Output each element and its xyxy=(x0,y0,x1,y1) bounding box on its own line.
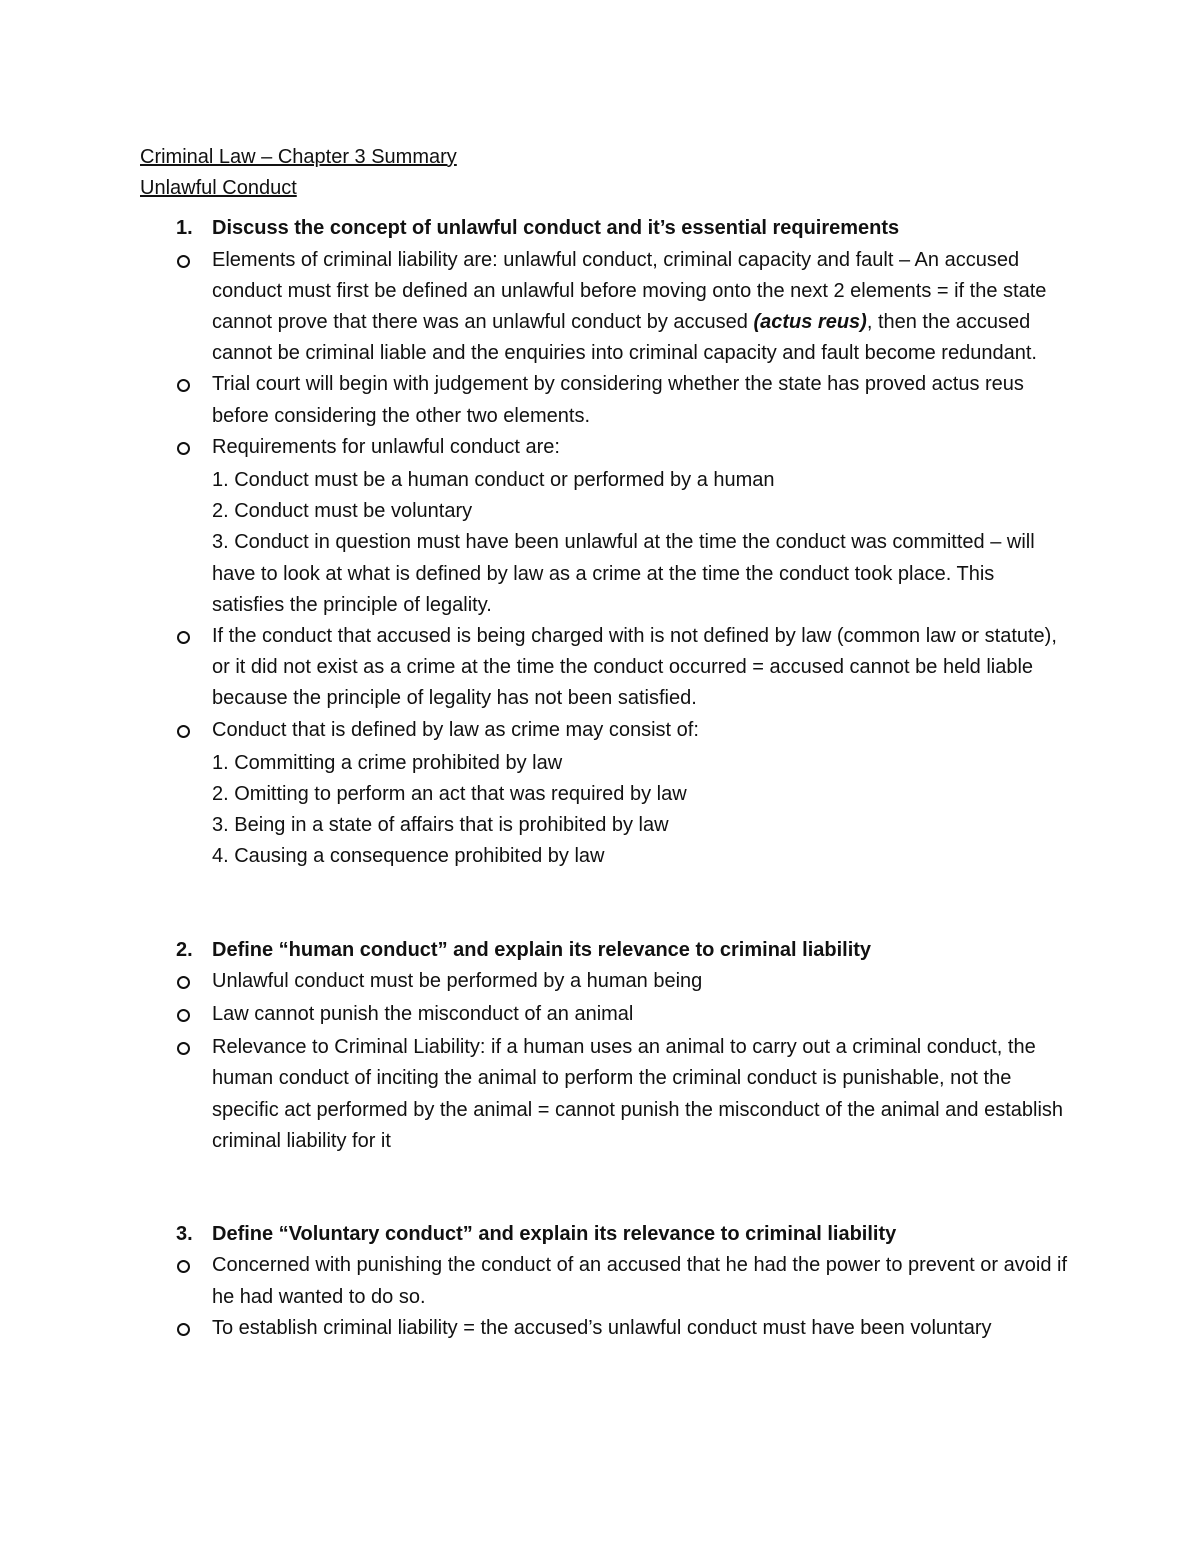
circle-bullet-icon xyxy=(140,999,212,1032)
consist-item: 4. Causing a consequence prohibited by law xyxy=(212,845,605,868)
bullet-text: Trial court will begin with judgement by considering whether the state has proved actus reus before considering the other two elements. xyxy=(212,373,1024,427)
section-heading xyxy=(140,1219,1070,1250)
section-heading xyxy=(140,935,1070,966)
bullet-text: If the conduct that accused is being charged with is not defined by law (common law or statute), or it did not exist as a crime at the time the conduct occurred = accused cannot be held liable because the principle of legality has not been satisfied. xyxy=(212,625,1057,710)
section-number: 3. xyxy=(176,1223,193,1246)
section-heading-text: Discuss the concept of unlawful conduct and it’s essential requirements xyxy=(212,217,900,240)
bullet-text: Law cannot punish the misconduct of an animal xyxy=(212,1003,634,1026)
circle-bullet-icon xyxy=(140,715,212,748)
bullet-text: Relevance to Criminal Liability: if a human uses an animal to carry out a criminal conduct, the human conduct of inciting the animal to perform the criminal conduct is punishable, not the specific act performed by the animal = cannot punish the misconduct of the animal and establish criminal liability for it xyxy=(212,1036,1064,1152)
bullet-text: Requirements for unlawful conduct are: xyxy=(212,435,560,458)
circle-bullet-icon xyxy=(140,1250,212,1312)
consist-item: 2. Omitting to perform an act that was required by law xyxy=(212,783,687,806)
list-item xyxy=(140,432,1070,465)
list-item xyxy=(140,966,1070,999)
list-item xyxy=(140,1032,1070,1157)
list-item xyxy=(140,621,1070,715)
bullet-text: Concerned with punishing the conduct of an accused that he had the power to prevent or avoid if he had wanted to do so. xyxy=(212,1254,1067,1308)
section-heading-text: Define “Voluntary conduct” and explain its relevance to criminal liability xyxy=(212,1223,897,1246)
circle-bullet-icon xyxy=(140,1032,212,1157)
section-number: 2. xyxy=(176,938,193,961)
bullet-text: Conduct that is defined by law as crime may consist of: xyxy=(212,718,699,741)
document-subtitle: Unlawful Conduct xyxy=(140,177,297,200)
circle-bullet-icon xyxy=(140,245,212,370)
section-3 xyxy=(140,1219,1070,1346)
list-item xyxy=(140,999,1070,1032)
section-1 xyxy=(140,213,1070,872)
requirement-item: 3. Conduct in question must have been unlawful at the time the conduct was committed – will have to look at what is defined by law as a crime at the time the conduct took place. This satisfies the principle of legality. xyxy=(212,531,1035,616)
section-heading xyxy=(140,213,1070,244)
requirement-item: 1. Conduct must be a human conduct or performed by a human xyxy=(212,469,775,492)
consist-item: 3. Being in a state of affairs that is prohibited by law xyxy=(212,814,669,837)
bullet-text: , then the accused cannot be criminal liable and the enquiries into criminal capacity and fault become redundant. xyxy=(212,311,1037,365)
sections xyxy=(140,213,1070,1346)
actus-reus-term: (actus reus) xyxy=(753,311,867,334)
circle-bullet-icon xyxy=(140,621,212,715)
list-item xyxy=(140,369,1070,431)
circle-bullet-icon xyxy=(140,966,212,999)
document-page xyxy=(140,142,1070,1346)
requirement-item: 2. Conduct must be voluntary xyxy=(212,500,473,523)
document-title: Criminal Law – Chapter 3 Summary xyxy=(140,146,457,168)
bullet-text: Elements of criminal liability are: unlawful conduct, criminal capacity and fault – An accused conduct must first be defined an unlawful before moving onto the next 2 elements = if the state cannot prove that there was an unlawful conduct by accused xyxy=(212,248,1047,334)
list-item xyxy=(140,1313,1070,1346)
section-number: 1. xyxy=(176,217,193,240)
bullet-text: To establish criminal liability = the accused’s unlawful conduct must have been voluntary xyxy=(212,1316,992,1339)
list-item xyxy=(140,715,1070,748)
consist-item: 1. Committing a crime prohibited by law xyxy=(212,751,563,774)
section-2 xyxy=(140,935,1070,1157)
circle-bullet-icon xyxy=(140,432,212,465)
list-item xyxy=(140,245,1070,370)
list-item xyxy=(140,1250,1070,1312)
circle-bullet-icon xyxy=(140,1313,212,1346)
section-heading-text: Define “human conduct” and explain its relevance to criminal liability xyxy=(212,938,872,961)
circle-bullet-icon xyxy=(140,369,212,431)
bullet-text: Unlawful conduct must be performed by a human being xyxy=(212,969,703,992)
